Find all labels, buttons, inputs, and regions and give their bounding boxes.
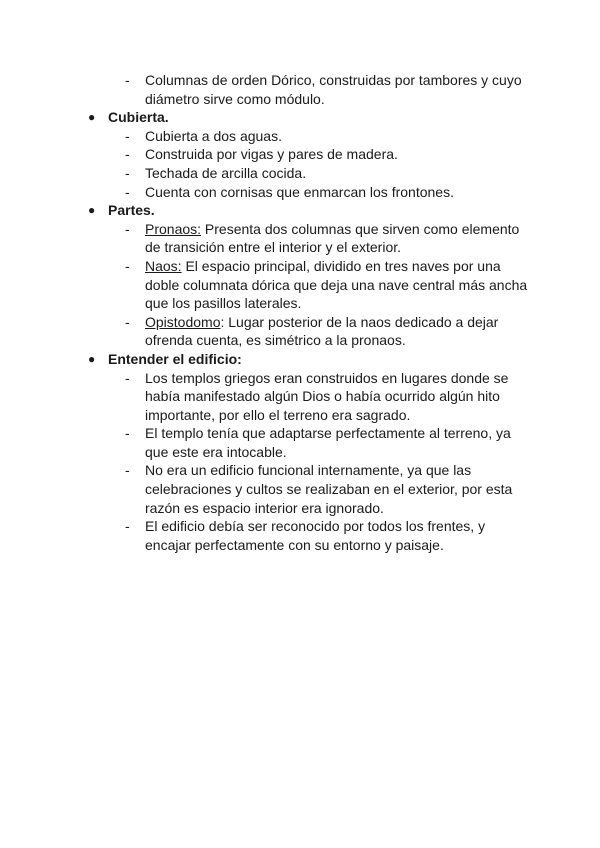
list-item bbox=[0, 164, 600, 183]
dash-marker: - bbox=[125, 127, 130, 144]
list-item bbox=[0, 424, 600, 461]
section-heading bbox=[0, 201, 600, 220]
dash-marker: - bbox=[125, 518, 130, 535]
dash-marker: - bbox=[125, 257, 130, 274]
dash-marker: - bbox=[125, 462, 130, 479]
dash-marker: - bbox=[125, 369, 130, 386]
section-heading-text: Entender el edificio: bbox=[108, 350, 242, 367]
list-item-text: Cubierta a dos aguas. bbox=[145, 127, 282, 144]
list-item-text: El templo tenía que adaptarse perfectamente al terreno, ya que este era intocable. bbox=[145, 425, 511, 460]
list-item bbox=[0, 127, 600, 146]
list-item bbox=[0, 461, 600, 517]
bullet-marker: ● bbox=[88, 110, 96, 125]
list-item bbox=[0, 145, 600, 164]
list-item-text: El edificio debía ser reconocido por todos los frentes, y encajar perfectamente con su entorno y paisaje. bbox=[145, 518, 486, 553]
bullet-marker: ● bbox=[88, 351, 96, 366]
list-item bbox=[0, 313, 600, 350]
list-item bbox=[0, 220, 600, 257]
list-item bbox=[0, 257, 600, 313]
dash-marker: - bbox=[125, 146, 130, 163]
dash-marker: - bbox=[125, 183, 130, 200]
list-item-text: El espacio principal, dividido en tres naves por una doble columnata dórica que deja una nave central más ancha que los pasillos laterales. bbox=[145, 257, 528, 312]
list-item bbox=[0, 517, 600, 554]
dash-marker: - bbox=[125, 72, 130, 88]
document-content bbox=[0, 71, 600, 554]
section-heading bbox=[0, 350, 600, 369]
dash-marker: - bbox=[125, 164, 130, 181]
list-item bbox=[0, 369, 600, 425]
list-item bbox=[0, 183, 600, 202]
section-heading-text: Cubierta. bbox=[108, 109, 169, 126]
bullet-marker: ● bbox=[88, 203, 96, 218]
list-item-text: Construida por vigas y pares de madera. bbox=[145, 146, 398, 163]
list-item bbox=[0, 71, 600, 108]
list-item-text: No era un edificio funcional internamente, ya que las celebraciones y cultos se realizaban en el exterior, por esta razón es espacio interior era ignorado. bbox=[145, 462, 513, 516]
term-opistodomo: Opistodomo bbox=[145, 313, 221, 330]
dash-marker: - bbox=[125, 220, 130, 237]
section-heading bbox=[0, 108, 600, 127]
term-naos: Naos: bbox=[145, 257, 182, 274]
list-item-text: Los templos griegos eran construidos en lugares donde se había manifestado algún Dios o había ocurrido algún hito importante, por ello el terreno era sagrado. bbox=[145, 369, 509, 423]
list-item-text: Columnas de orden Dórico, construidas por tambores y cuyo diámetro sirve como módulo. bbox=[145, 72, 522, 107]
term-pronaos: Pronaos: bbox=[145, 220, 202, 237]
list-item-text: Techada de arcilla cocida. bbox=[145, 164, 307, 181]
list-item-text: Cuenta con cornisas que enmarcan los frontones. bbox=[145, 183, 454, 200]
dash-marker: - bbox=[125, 425, 130, 442]
list-item-text: Presenta dos columnas que sirven como elemento de transición entre el interior y el exterior. bbox=[145, 220, 520, 256]
dash-marker: - bbox=[125, 313, 130, 330]
section-heading-text: Partes. bbox=[108, 202, 155, 219]
list-item-text: : Lugar posterior de la naos dedicado a dejar ofrenda cuenta, es simétrico a la pronaos. bbox=[145, 313, 499, 349]
